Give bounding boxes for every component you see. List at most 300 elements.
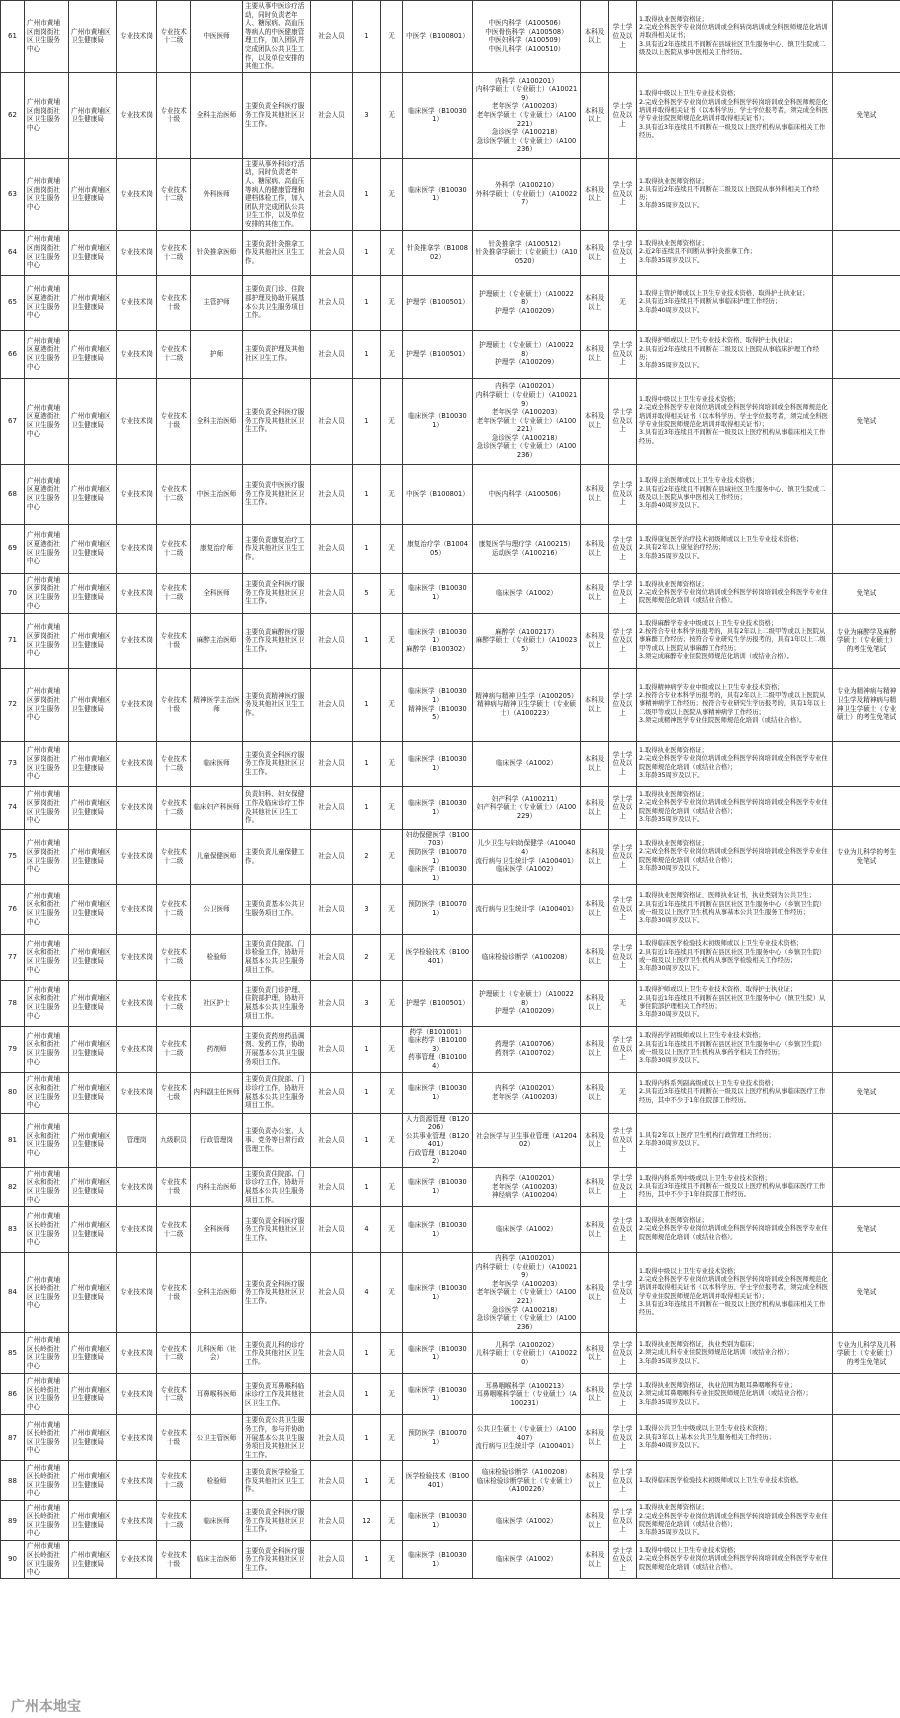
- post-type-cell: 专业技术岗: [117, 275, 157, 330]
- master-major-cell: 内科学（A100201） 老年医学（A100203） 神经病学（A100204）: [473, 1168, 581, 1207]
- post-level-cell: 专业技术十二级: [157, 741, 191, 786]
- unit-name-cell: 广州市黄埔区永和街社区卫生服务中心: [25, 980, 69, 1026]
- exam-ratio-cell: 无: [381, 934, 403, 980]
- post-name-cell: 检验师: [191, 1461, 243, 1501]
- department-cell: 广州市黄埔区卫生健康局: [69, 613, 117, 668]
- post-name-cell: 临床医师: [191, 741, 243, 786]
- post-name-cell: 康复治疗师: [191, 524, 243, 573]
- department-cell: 广州市黄埔区卫生健康局: [69, 1501, 117, 1541]
- post-type-cell: 专业技术岗: [117, 524, 157, 573]
- post-level-cell: 专业技术十二级: [157, 464, 191, 524]
- unit-name-cell: 广州市黄埔区南岗街社区卫生服务中心: [25, 72, 69, 158]
- education-cell: 本科及以上: [581, 524, 609, 573]
- table-row: [1, 275, 900, 330]
- post-type-cell: 专业技术岗: [117, 1026, 157, 1072]
- job-duty-cell: 主要负责住院部、门诊诊疗工作，协助开展基本公共卫生服务项目工作。: [243, 1072, 311, 1113]
- master-major-cell: 内科学（A100201） 内科学硕士（专业硕士）（A100219） 老年医学（A100203） 老年医学硕士（专业硕士）（A100221） 急诊医学（A100218） 急诊医学硕士（专业硕士）（A100236）: [473, 72, 581, 158]
- post-level-cell: 专业技术十级: [157, 1253, 191, 1333]
- degree-cell: 学士学位及以上: [609, 1026, 637, 1072]
- post-type-cell: 专业技术岗: [117, 1253, 157, 1333]
- exam-ratio-cell: 无: [381, 1207, 403, 1253]
- row-number-cell: 76: [1, 884, 25, 934]
- table-row: [1, 1113, 900, 1168]
- unit-name-cell: 广州市黄埔区永和街社区卫生服务中心: [25, 1026, 69, 1072]
- qualification-cell: 1.取得内科系列中级或以上卫生专业技术资格； 2.具有近3年连续且不间断在一级及以上医疗机构从事临床医疗工作经历，其中不少于1年住院部工作经历。: [637, 1168, 833, 1207]
- job-duty-cell: 主要从事中医诊疗活动，同时负责老年人、糖尿病、高血压等病人的中医健康管理工作，加入团队并完成团队公共卫生工作，以及单位安排的其他工作。: [243, 1, 311, 73]
- job-duty-cell: 主要负责全科医疗服务工作及其他社区卫生工作。: [243, 1501, 311, 1541]
- education-cell: 本科及以上: [581, 1333, 609, 1374]
- exam-ratio-cell: 无: [381, 1461, 403, 1501]
- master-major-cell: 护理硕士（专业硕士）（A100228） 护理学（A100209）: [473, 980, 581, 1026]
- department-cell: 广州市黄埔区卫生健康局: [69, 741, 117, 786]
- row-number-cell: 83: [1, 1207, 25, 1253]
- education-cell: 本科及以上: [581, 1374, 609, 1415]
- qualification-cell: 1.取得执业医师资格证； 2.具有近2年连续且不间断在二级及以上医院从事外科相关工作经历； 3.年龄35周岁及以下。: [637, 158, 833, 230]
- table-row: [1, 786, 900, 829]
- bachelor-major-cell: 中医学（B100801）: [403, 464, 473, 524]
- notes-cell: [833, 230, 900, 275]
- education-cell: 本科及以上: [581, 1461, 609, 1501]
- recruit-count-cell: 1: [353, 1072, 381, 1113]
- table-row: [1, 330, 900, 378]
- table-row: [1, 613, 900, 668]
- degree-cell: 学士学位及以上: [609, 158, 637, 230]
- master-major-cell: 社会医学与卫生事业管理（A120402）: [473, 1113, 581, 1168]
- recruit-count-cell: 1: [353, 613, 381, 668]
- notes-cell: [833, 158, 900, 230]
- post-type-cell: 专业技术岗: [117, 72, 157, 158]
- post-type-cell: 专业技术岗: [117, 1072, 157, 1113]
- recruit-count-cell: 1: [353, 1113, 381, 1168]
- post-level-cell: 专业技术十二级: [157, 1374, 191, 1415]
- qualification-cell: 1.取得临床医学检验技术初级师或以上卫生专业技术资格； 2.具有近1年连续且不间断在县区社区卫生服务中心（乡镇卫生院）或一级及以上医疗卫生机构从事医学检验相关工作经历； 3.年龄30周岁及以下。: [637, 934, 833, 980]
- post-type-cell: 专业技术岗: [117, 1374, 157, 1415]
- table-body: [1, 1, 900, 1579]
- unit-name-cell: 广州市黄埔区南岗街社区卫生服务中心: [25, 230, 69, 275]
- degree-cell: 学士学位及以上: [609, 573, 637, 613]
- recruit-target-cell: 社会人员: [311, 1415, 353, 1461]
- post-name-cell: 内科主治医师: [191, 1168, 243, 1207]
- post-name-cell: 外科医师: [191, 158, 243, 230]
- recruit-target-cell: 社会人员: [311, 1, 353, 73]
- post-name-cell: 临床妇产科医师: [191, 786, 243, 829]
- recruit-target-cell: 社会人员: [311, 980, 353, 1026]
- master-major-cell: 精神病与精神卫生学（A100205） 精神病与精神卫生学硕士（专业硕士）（A100223）: [473, 668, 581, 741]
- qualification-cell: 1.取得主治医师或以上卫生专业技术资格； 2.具有近2年连续且不间断在县域社区卫生服务中心、镇卫生院或二级及以上医院从事中医相关工作经历； 3.年龄40周岁及以下。: [637, 464, 833, 524]
- post-level-cell: 专业技术十级: [157, 613, 191, 668]
- post-level-cell: 九级职员: [157, 1113, 191, 1168]
- post-type-cell: 专业技术岗: [117, 786, 157, 829]
- education-cell: 本科及以上: [581, 1113, 609, 1168]
- post-name-cell: 全科医师: [191, 1207, 243, 1253]
- recruit-target-cell: 社会人员: [311, 668, 353, 741]
- table-row: [1, 464, 900, 524]
- unit-name-cell: 广州市黄埔区长岭街社区卫生服务中心: [25, 1253, 69, 1333]
- job-duty-cell: 主要负责住院部、门诊检验工作，协助开展基本公共卫生服务项目工作。: [243, 934, 311, 980]
- post-type-cell: 专业技术岗: [117, 1, 157, 73]
- exam-ratio-cell: 无: [381, 1113, 403, 1168]
- department-cell: 广州市黄埔区卫生健康局: [69, 1072, 117, 1113]
- recruit-target-cell: 社会人员: [311, 1253, 353, 1333]
- row-number-cell: 65: [1, 275, 25, 330]
- exam-ratio-cell: 无: [381, 275, 403, 330]
- degree-cell: 无: [609, 980, 637, 1026]
- department-cell: 广州市黄埔区卫生健康局: [69, 1541, 117, 1578]
- department-cell: 广州市黄埔区卫生健康局: [69, 1168, 117, 1207]
- recruit-target-cell: 社会人员: [311, 275, 353, 330]
- post-level-cell: 专业技术十二级: [157, 1207, 191, 1253]
- post-name-cell: 儿童保健医师: [191, 829, 243, 884]
- bachelor-major-cell: 临床医学（B100301）: [403, 1207, 473, 1253]
- exam-ratio-cell: 无: [381, 230, 403, 275]
- exam-ratio-cell: 无: [381, 72, 403, 158]
- post-name-cell: 全科主治医师: [191, 1253, 243, 1333]
- job-duty-cell: 主要从事外科诊疗活动，同时负责老年人、糖尿病、高血压等病人的健康管理和建档体检工作，加入团队并完成团队公共卫生工作，以及单位安排的其他工作。: [243, 158, 311, 230]
- education-cell: 本科及以上: [581, 1072, 609, 1113]
- post-type-cell: 专业技术岗: [117, 378, 157, 464]
- post-level-cell: 专业技术十二级: [157, 1026, 191, 1072]
- notes-cell: 免笔试: [833, 1207, 900, 1253]
- master-major-cell: 流行病与卫生统计学（A100401）: [473, 884, 581, 934]
- bachelor-major-cell: 药学（B101001） 临床药学（B101003） 药事管理（B101004）: [403, 1026, 473, 1072]
- job-duty-cell: 主要负责针灸推拿工作及其他社区卫生工作。: [243, 230, 311, 275]
- recruit-target-cell: 社会人员: [311, 158, 353, 230]
- degree-cell: 无: [609, 275, 637, 330]
- table-row: [1, 230, 900, 275]
- post-level-cell: 专业技术十级: [157, 1541, 191, 1578]
- notes-cell: [833, 884, 900, 934]
- exam-ratio-cell: 无: [381, 464, 403, 524]
- qualification-cell: 1.取得执业医师资格证、医师执业证书，执业类别为公共卫生； 2.具有近1年连续且不间断在县区社区卫生服务中心（乡镇卫生院）或一级及以上医疗卫生机构从事基本公共卫生服务工作经历； 3.年龄30周岁及以下。: [637, 884, 833, 934]
- education-cell: 本科及以上: [581, 1168, 609, 1207]
- education-cell: 本科及以上: [581, 72, 609, 158]
- education-cell: 本科及以上: [581, 230, 609, 275]
- qualification-cell: 1.取得康复医学治疗技术初级师或以上卫生专业技术资格； 2.具有2年以上康复治疗经历； 3.年龄35周岁及以下。: [637, 524, 833, 573]
- degree-cell: 学士学位及以上: [609, 1, 637, 73]
- post-type-cell: 专业技术岗: [117, 613, 157, 668]
- post-level-cell: 专业技术十级: [157, 1168, 191, 1207]
- unit-name-cell: 广州市黄埔区永和街社区卫生服务中心: [25, 1168, 69, 1207]
- degree-cell: 学士学位及以上: [609, 668, 637, 741]
- bachelor-major-cell: 康复治疗学（B100405）: [403, 524, 473, 573]
- post-type-cell: 专业技术岗: [117, 934, 157, 980]
- post-name-cell: 精神医学主治医师: [191, 668, 243, 741]
- education-cell: 本科及以上: [581, 464, 609, 524]
- bachelor-major-cell: 妇幼保健医学（B100703） 预防医学（B100701） 临床医学（B100301）: [403, 829, 473, 884]
- exam-ratio-cell: 无: [381, 573, 403, 613]
- notes-cell: [833, 1374, 900, 1415]
- master-major-cell: 麻醉学（A100217） 麻醉学硕士（专业硕士）（A100235）: [473, 613, 581, 668]
- degree-cell: 学士学位及以上: [609, 741, 637, 786]
- unit-name-cell: 广州市黄埔区长岭街社区卫生服务中心: [25, 1333, 69, 1374]
- notes-cell: 免笔试: [833, 72, 900, 158]
- recruit-count-cell: 1: [353, 464, 381, 524]
- post-type-cell: 专业技术岗: [117, 668, 157, 741]
- qualification-cell: 1.取得执业医师资格证； 2.完成全科医学专业岗位培训或全科医学转岗培训或全科医学专业住院医师规范化培训（或结业合格）； 3.年龄35周岁及以下。: [637, 786, 833, 829]
- unit-name-cell: 广州市黄埔区长岭街社区卫生服务中心: [25, 1541, 69, 1578]
- department-cell: 广州市黄埔区卫生健康局: [69, 1, 117, 73]
- recruit-target-cell: 社会人员: [311, 1207, 353, 1253]
- department-cell: 广州市黄埔区卫生健康局: [69, 668, 117, 741]
- exam-ratio-cell: 无: [381, 1541, 403, 1578]
- unit-name-cell: 广州市黄埔区永和街社区卫生服务中心: [25, 884, 69, 934]
- bachelor-major-cell: 针灸推拿学（B100802）: [403, 230, 473, 275]
- post-level-cell: 专业技术十二级: [157, 786, 191, 829]
- job-duty-cell: 主要负责门诊护理、住院部护理，协助开展基本公共卫生服务项目工作。: [243, 980, 311, 1026]
- recruit-target-cell: 社会人员: [311, 1461, 353, 1501]
- job-duty-cell: 主要负责医学检验工作及其他社区卫生工作。: [243, 1461, 311, 1501]
- post-level-cell: 专业技术十二级: [157, 330, 191, 378]
- master-major-cell: 公共卫生硕士（专业硕士）（A100407） 流行病与卫生统计学（A100401）: [473, 1415, 581, 1461]
- job-duty-cell: 主要负责基本公共卫生服务项目工作。: [243, 884, 311, 934]
- post-level-cell: 专业技术十二级: [157, 524, 191, 573]
- qualification-cell: 1.取得中级以上卫生专业技术资格； 2.完成全科医学专业岗位培训或全科医学转岗培训或全科医师规范化培训并取得相关证书（以本科学历、学士学位报考者，须完成全科医学专业住院医师规范化培训并取得相关证书）； 3.具有近3年连续且不间断在一级及以上医疗机构从事临床相关工作经历。: [637, 1253, 833, 1333]
- unit-name-cell: 广州市黄埔区萝岗街社区卫生服务中心: [25, 786, 69, 829]
- recruit-target-cell: 社会人员: [311, 1072, 353, 1113]
- row-number-cell: 86: [1, 1374, 25, 1415]
- exam-ratio-cell: 无: [381, 378, 403, 464]
- post-level-cell: 专业技术十二级: [157, 1501, 191, 1541]
- bachelor-major-cell: 医学检验技术（B100401）: [403, 934, 473, 980]
- notes-cell: [833, 1461, 900, 1501]
- master-major-cell: 针灸推拿学（A100512） 针灸推拿学硕士（专业硕士）（A100520）: [473, 230, 581, 275]
- table-row: [1, 1333, 900, 1374]
- qualification-cell: 1.取得执业医师资格证； 2.完成全科医学专业岗位培训或全科医学转岗培训或全科医学专业住院医师规范化培训（或结业合格）。: [637, 1207, 833, 1253]
- notes-cell: [833, 464, 900, 524]
- unit-name-cell: 广州市黄埔区萝岗街社区卫生服务中心: [25, 613, 69, 668]
- qualification-cell: 1.取得麻醉学专业中级或以上卫生专业技术资格； 2.按符合专业本科学历报考的，具有2年以上二级甲等或以上医院从事麻醉工作经历；按符合专业研究生学历报考的，具有1年以上二级甲等或以上医院从事麻醉工作经历； 3.须完成麻醉专业住院医师规范化培训（或结业合格）。: [637, 613, 833, 668]
- table-row: [1, 829, 900, 884]
- degree-cell: 学士学位及以上: [609, 330, 637, 378]
- table-row: [1, 72, 900, 158]
- job-duty-cell: 主要负责儿科的诊疗工作及其他社区卫生工作。: [243, 1333, 311, 1374]
- master-major-cell: 临床医学（A1002）: [473, 1501, 581, 1541]
- exam-ratio-cell: 无: [381, 1026, 403, 1072]
- recruit-count-cell: 1: [353, 786, 381, 829]
- degree-cell: 学士学位及以上: [609, 464, 637, 524]
- recruit-count-cell: 1: [353, 1461, 381, 1501]
- education-cell: 本科及以上: [581, 934, 609, 980]
- education-cell: 本科及以上: [581, 1253, 609, 1333]
- exam-ratio-cell: 无: [381, 1501, 403, 1541]
- post-name-cell: 临床医师: [191, 1501, 243, 1541]
- degree-cell: 学士学位及以上: [609, 613, 637, 668]
- post-type-cell: 专业技术岗: [117, 980, 157, 1026]
- department-cell: 广州市黄埔区卫生健康局: [69, 1207, 117, 1253]
- bachelor-major-cell: 临床医学（B100301）: [403, 1374, 473, 1415]
- recruit-count-cell: 1: [353, 1541, 381, 1578]
- education-cell: 本科及以上: [581, 275, 609, 330]
- post-level-cell: 专业技术十二级: [157, 1333, 191, 1374]
- recruit-target-cell: 社会人员: [311, 378, 353, 464]
- table-row: [1, 158, 900, 230]
- department-cell: 广州市黄埔区卫生健康局: [69, 1333, 117, 1374]
- exam-ratio-cell: 无: [381, 158, 403, 230]
- job-duty-cell: 主要负责麻醉医疗服务工作及其他社区卫生工作。: [243, 613, 311, 668]
- qualification-cell: 1.取得精神病学专业中级或以上卫生专业技术资格； 2.按符合专业本科学历报考的，具有2年以上二级甲等或以上医院从事精神病学工作经历；按符合专业研究生学历报考的，具有1年以上二级甲等或以上医院从事精神病学工作经历； 3.须完成精神医学专业住院医师规范化培训（或结业合格）。: [637, 668, 833, 741]
- department-cell: 广州市黄埔区卫生健康局: [69, 464, 117, 524]
- degree-cell: 学士学位及以上: [609, 72, 637, 158]
- job-duty-cell: 主要负责全科医疗服务工作及其他社区卫生工作。: [243, 573, 311, 613]
- row-number-cell: 66: [1, 330, 25, 378]
- unit-name-cell: 广州市黄埔区永和街社区卫生服务中心: [25, 1113, 69, 1168]
- post-name-cell: 全科医师: [191, 573, 243, 613]
- recruit-count-cell: 1: [353, 524, 381, 573]
- department-cell: 广州市黄埔区卫生健康局: [69, 378, 117, 464]
- unit-name-cell: 广州市黄埔区萝岗街社区卫生服务中心: [25, 741, 69, 786]
- recruit-count-cell: 4: [353, 1253, 381, 1333]
- notes-cell: 免笔试: [833, 1253, 900, 1333]
- row-number-cell: 81: [1, 1113, 25, 1168]
- notes-cell: 专业为儿科学及儿科学硕士（专业硕士）的考生免笔试: [833, 1333, 900, 1374]
- recruit-target-cell: 社会人员: [311, 934, 353, 980]
- post-level-cell: 专业技术七级: [157, 1072, 191, 1113]
- post-type-cell: 专业技术岗: [117, 330, 157, 378]
- post-name-cell: 药剂师: [191, 1026, 243, 1072]
- notes-cell: 专业为儿科学的考生免笔试: [833, 829, 900, 884]
- qualification-cell: 1.取得护师或以上卫生专业技术资格、取得护士执业证； 2.具有近1年连续且不间断在县区社区卫生服务中心（镇卫生院）从事住院部护理相关工作经历； 3.年龄30周岁及以下。: [637, 980, 833, 1026]
- bachelor-major-cell: 临床医学（B100301）: [403, 1168, 473, 1207]
- master-major-cell: 临床医学（A1002）: [473, 1207, 581, 1253]
- exam-ratio-cell: 无: [381, 524, 403, 573]
- qualification-cell: 1.具有2年以上医疗卫生机构行政管理工作经历； 2.年龄30周岁及以下。: [637, 1113, 833, 1168]
- exam-ratio-cell: 无: [381, 786, 403, 829]
- recruit-count-cell: 1: [353, 330, 381, 378]
- notes-cell: [833, 1501, 900, 1541]
- unit-name-cell: 广州市黄埔区长岭街社区卫生服务中心: [25, 1501, 69, 1541]
- row-number-cell: 82: [1, 1168, 25, 1207]
- row-number-cell: 88: [1, 1461, 25, 1501]
- notes-cell: 免笔试: [833, 378, 900, 464]
- post-name-cell: 全科主治医师: [191, 378, 243, 464]
- recruit-count-cell: 1: [353, 668, 381, 741]
- degree-cell: 学士学位及以上: [609, 1415, 637, 1461]
- post-level-cell: 专业技术十二级: [157, 829, 191, 884]
- bachelor-major-cell: 临床医学（B100301）: [403, 786, 473, 829]
- post-name-cell: 中医主治医师: [191, 464, 243, 524]
- job-duty-cell: 主要负责公共卫生服务工作，参与并协助开展基本公共卫生服务项目及其他社区卫生工作。: [243, 1415, 311, 1461]
- recruit-count-cell: 1: [353, 1, 381, 73]
- education-cell: 本科及以上: [581, 980, 609, 1026]
- bachelor-major-cell: 临床医学（B100301）: [403, 1541, 473, 1578]
- table-row: [1, 1253, 900, 1333]
- recruit-count-cell: 1: [353, 230, 381, 275]
- unit-name-cell: 广州市黄埔区夏港街社区卫生服务中心: [25, 330, 69, 378]
- table-row: [1, 1026, 900, 1072]
- post-name-cell: 检验师: [191, 934, 243, 980]
- notes-cell: [833, 1026, 900, 1072]
- master-major-cell: 外科学（A100210） 外科学硕士（专业硕士）（A100227）: [473, 158, 581, 230]
- row-number-cell: 85: [1, 1333, 25, 1374]
- post-level-cell: 专业技术十级: [157, 378, 191, 464]
- unit-name-cell: 广州市黄埔区夏港街社区卫生服务中心: [25, 524, 69, 573]
- exam-ratio-cell: 无: [381, 741, 403, 786]
- notes-cell: 免笔试: [833, 573, 900, 613]
- post-name-cell: 麻醉主治医师: [191, 613, 243, 668]
- post-name-cell: 针灸推拿医师: [191, 230, 243, 275]
- qualification-cell: 1.取得执业医师资格证； 2.完成全科医学专业岗位培训或全科医学转岗培训或全科医学专业住院医师规范化培训（或结业合格）； 3.年龄35周岁及以下。: [637, 1501, 833, 1541]
- row-number-cell: 75: [1, 829, 25, 884]
- bachelor-major-cell: 临床医学（B100301） 精神医学（B100305）: [403, 668, 473, 741]
- post-type-cell: 专业技术岗: [117, 1168, 157, 1207]
- table-row: [1, 1541, 900, 1578]
- row-number-cell: 89: [1, 1501, 25, 1541]
- row-number-cell: 72: [1, 668, 25, 741]
- table-row: [1, 934, 900, 980]
- bachelor-major-cell: 人力资源管理（B120206） 公共事业管理（B120401） 行政管理（B120402）: [403, 1113, 473, 1168]
- post-name-cell: 中医医师: [191, 1, 243, 73]
- post-type-cell: 专业技术岗: [117, 1333, 157, 1374]
- degree-cell: 学士学位及以上: [609, 884, 637, 934]
- recruit-count-cell: 1: [353, 1374, 381, 1415]
- department-cell: 广州市黄埔区卫生健康局: [69, 934, 117, 980]
- education-cell: 本科及以上: [581, 829, 609, 884]
- bachelor-major-cell: 预防医学（B100701）: [403, 884, 473, 934]
- post-name-cell: 行政管理岗: [191, 1113, 243, 1168]
- post-type-cell: 专业技术岗: [117, 1415, 157, 1461]
- table-row: [1, 1374, 900, 1415]
- post-level-cell: 专业技术十二级: [157, 1461, 191, 1501]
- education-cell: 本科及以上: [581, 1541, 609, 1578]
- post-type-cell: 专业技术岗: [117, 230, 157, 275]
- table-row: [1, 1072, 900, 1113]
- notes-cell: [833, 1113, 900, 1168]
- unit-name-cell: 广州市黄埔区萝岗街社区卫生服务中心: [25, 573, 69, 613]
- row-number-cell: 78: [1, 980, 25, 1026]
- qualification-cell: 1.取得药学初级师或以上卫生专业技术资格； 2.具有近1年连续且不间断在县区社区卫生服务中心（乡镇卫生院）或一级及以上医疗卫生机构从事药学相关工作经历； 3.年龄30周岁及以下。: [637, 1026, 833, 1072]
- recruit-target-cell: 社会人员: [311, 1026, 353, 1072]
- row-number-cell: 90: [1, 1541, 25, 1578]
- recruit-target-cell: 社会人员: [311, 1333, 353, 1374]
- post-name-cell: 临床主治医师: [191, 1541, 243, 1578]
- recruit-target-cell: 社会人员: [311, 230, 353, 275]
- bachelor-major-cell: 临床医学（B100301） 麻醉学（B100302）: [403, 613, 473, 668]
- exam-ratio-cell: 无: [381, 1415, 403, 1461]
- post-level-cell: 专业技术十级: [157, 275, 191, 330]
- qualification-cell: 1.取得主管护师或以上卫生专业技术资格、取得护士执业证； 2.具有近3年连续且不间断从事临床护理工作经历； 3.年龄40周岁及以下。: [637, 275, 833, 330]
- job-duty-cell: 主要负责办公室、人事、党务等日常行政管理工作。: [243, 1113, 311, 1168]
- post-type-cell: 管理岗: [117, 1113, 157, 1168]
- notes-cell: [833, 741, 900, 786]
- exam-ratio-cell: 无: [381, 1168, 403, 1207]
- notes-cell: 专业为精神病与精神卫生学及精神病与精神卫生学硕士（专业硕士）的考生免笔试: [833, 668, 900, 741]
- bachelor-major-cell: 临床医学（B100301）: [403, 158, 473, 230]
- recruit-target-cell: 社会人员: [311, 524, 353, 573]
- recruit-target-cell: 社会人员: [311, 741, 353, 786]
- degree-cell: 学士学位及以上: [609, 1541, 637, 1578]
- notes-cell: [833, 1168, 900, 1207]
- degree-cell: 学士学位及以上: [609, 1374, 637, 1415]
- unit-name-cell: 广州市黄埔区长岭街社区卫生服务中心: [25, 1461, 69, 1501]
- table-row: [1, 378, 900, 464]
- degree-cell: 学士学位及以上: [609, 934, 637, 980]
- qualification-cell: 1.取得执业医师资格证； 2.完成全科医学专业岗位培训或全科转岗培训或全科医师规范化培训并取得相关证书； 3.具有近2年连续且不间断在县域社区卫生服务中心、镇卫生院或二级及以上医院从事中医相关工作经历。: [637, 1, 833, 73]
- master-major-cell: 临床医学（A1002）: [473, 741, 581, 786]
- recruit-count-cell: 3: [353, 72, 381, 158]
- row-number-cell: 61: [1, 1, 25, 73]
- table-row: [1, 1415, 900, 1461]
- table-row: [1, 1461, 900, 1501]
- row-number-cell: 63: [1, 158, 25, 230]
- qualification-cell: 1.取得执业医师资格证； 2.近2年连续且不间断从事针灸推拿工作； 3.年龄35周岁及以下。: [637, 230, 833, 275]
- education-cell: 本科及以上: [581, 1207, 609, 1253]
- post-level-cell: 专业技术十二级: [157, 573, 191, 613]
- degree-cell: 学士学位及以上: [609, 378, 637, 464]
- job-duty-cell: 主要负责全科医疗服务工作及其他社区卫生工作。: [243, 1253, 311, 1333]
- unit-name-cell: 广州市黄埔区长岭街社区卫生服务中心: [25, 1415, 69, 1461]
- bachelor-major-cell: 临床医学（B100301）: [403, 741, 473, 786]
- recruit-target-cell: 社会人员: [311, 1541, 353, 1578]
